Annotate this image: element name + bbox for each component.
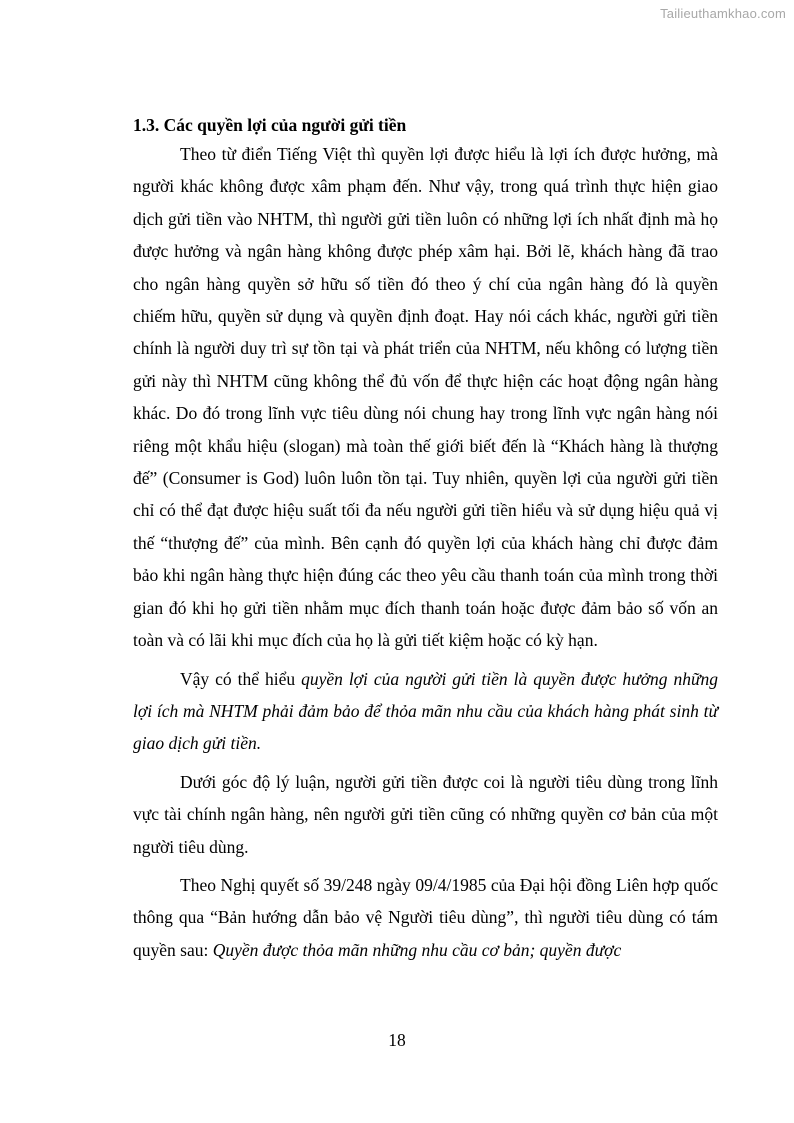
paragraph-4 [133, 869, 718, 966]
page-number: 18 [388, 1030, 406, 1050]
paragraph-4-lead: Theo Nghị quyết số 39/248 ngày 09/4/1985 của Đại hội đồng Liên hợp quốc thông qua “Bản hướng dẫn bảo vệ Người tiêu dùng”, thì người tiêu dùng có tám quyền sau: [133, 874, 718, 960]
paragraph-4-rights: Quyền được thỏa mãn những nhu cầu cơ bản; quyền được [212, 939, 622, 960]
section-heading: 1.3. Các quyền lợi của người gửi tiền [133, 115, 407, 135]
paragraph-2-lead: Vậy có thể hiểu [180, 668, 302, 689]
paragraph-2 [133, 663, 718, 760]
paragraph-1: Theo từ điển Tiếng Việt thì quyền lợi được hiểu là lợi ích được hưởng, mà người khác không được xâm phạm đến. Như vậy, trong quá trình thực hiện giao dịch gửi tiền vào NHTM, thì người gửi tiền luôn có những lợi ích nhất định mà họ được hưởng và ngân hàng không được phép xâm hại. Bởi lẽ, khách hàng đã trao cho ngân hàng quyền sở hữu số tiền đó theo ý chí của ngân hàng đó là quyền chiếm hữu, quyền sử dụng và quyền định đoạt. Hay nói cách khác, người gửi tiền chính là người duy trì sự tồn tại và phát triển của NHTM, nếu không có lượng tiền gửi này thì NHTM cũng không thể đủ vốn để thực hiện các hoạt động ngân hàng khác. Do đó trong lĩnh vực tiêu dùng nói chung hay trong lĩnh vực ngân hàng nói riêng một khẩu hiệu (slogan) mà toàn thế giới biết đến là “Khách hàng là thượng đế” (Consumer is God) luôn luôn tồn tại. Tuy nhiên, quyền lợi của người gửi tiền chỉ có thể đạt được hiệu suất tối đa nếu người gửi tiền hiểu và sử dụng hiệu quả vị thế “thượng đế” của mình. Bên cạnh đó quyền lợi của khách hàng chỉ được đảm bảo khi ngân hàng thực hiện đúng các theo yêu cầu thanh toán của mình trong thời gian đó khi họ gửi tiền nhằm mục đích thanh toán hoặc được đảm bảo số vốn an toàn và có lãi khi mục đích của họ là gửi tiết kiệm hoặc có kỳ hạn. [133, 144, 718, 651]
paragraph-2-definition: quyền lợi của người gửi tiền là quyền được hưởng những lợi ích mà NHTM phải đảm bảo để thỏa mãn nhu cầu của khách hàng phát sinh từ giao dịch gửi tiền. [133, 668, 718, 754]
page-content [133, 112, 718, 972]
watermark: Tailieuthamkhao.com [660, 6, 786, 21]
paragraph-3: Dưới góc độ lý luận, người gửi tiền được coi là người tiêu dùng trong lĩnh vực tài chính ngân hàng, nên người gửi tiền cũng có những quyền cơ bản của một người tiêu dùng. [133, 771, 718, 857]
